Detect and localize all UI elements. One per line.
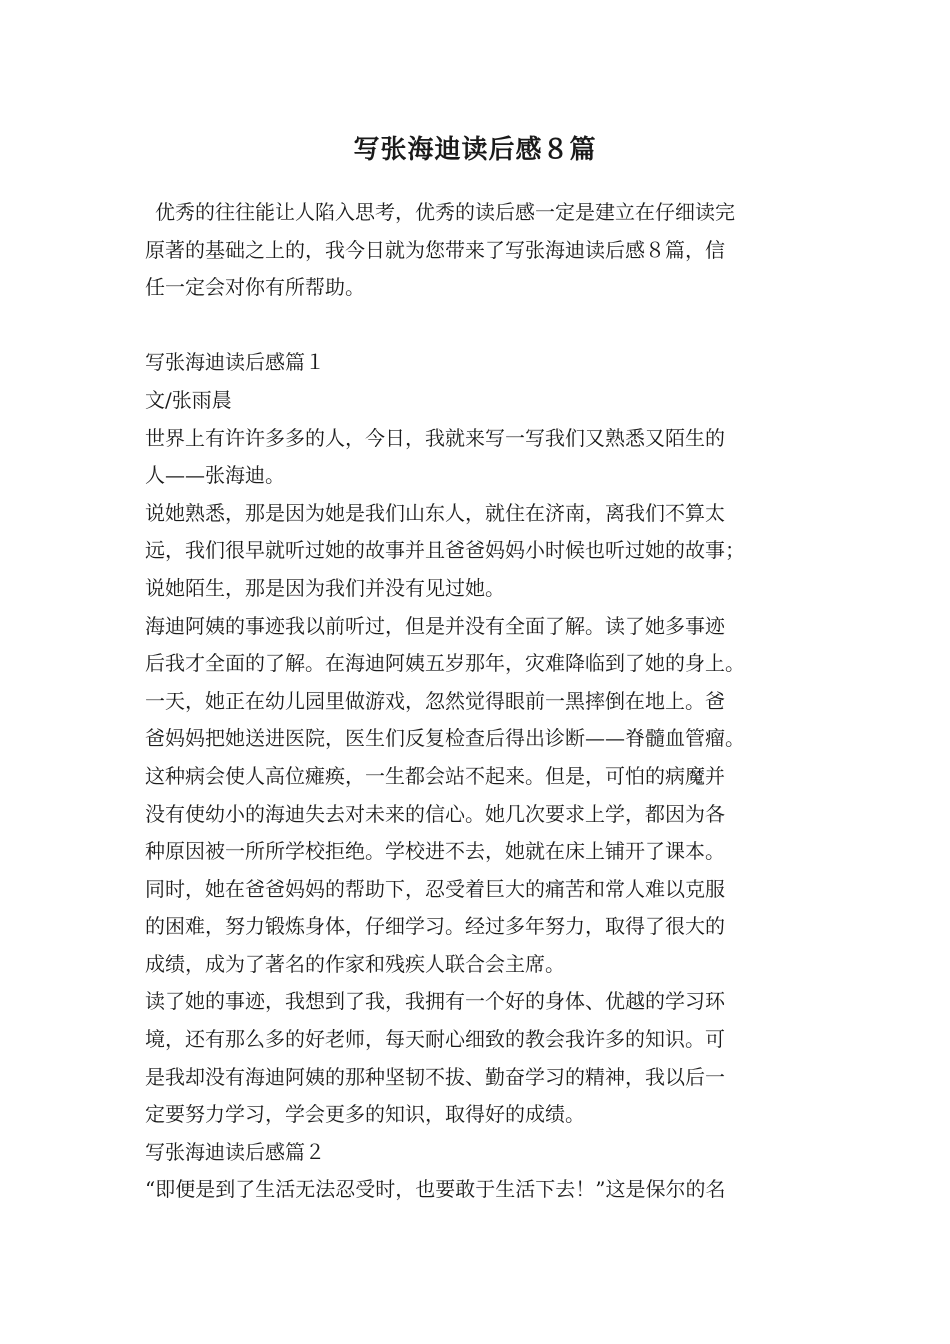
body-line: 海迪阿姨的事迹我以前听过，但是并没有全面了解。读了她多事迹 xyxy=(145,613,725,638)
body-line: 同时，她在爸爸妈妈的帮助下，忍受着巨大的痛苦和常人难以克服 xyxy=(145,876,725,901)
document-body xyxy=(145,194,810,1209)
body-line: 读了她的事迹，我想到了我，我拥有一个好的身体、优越的学习环 xyxy=(145,989,725,1014)
body-line: 成绩，成为了著名的作家和残疾人联合会主席。 xyxy=(145,951,565,976)
body-line: 后我才全面的了解。在海迪阿姨五岁那年，灾难降临到了她的身上。 xyxy=(145,651,745,676)
document-title: 写张海迪读后感８篇 xyxy=(353,135,597,165)
paragraph-gap xyxy=(145,307,810,345)
body-line: 人——张海迪。 xyxy=(145,463,285,488)
body-line: 种原因被一所所学校拒绝。学校进不去，她就在床上铺开了课本。 xyxy=(145,839,725,864)
section-heading: 写张海迪读后感篇１ xyxy=(145,350,325,375)
body-line: 爸妈妈把她送进医院，医生们反复检查后得出诊断——脊髓血管瘤。 xyxy=(145,726,745,751)
body-line: 没有使幼小的海迪失去对未来的信心。她几次要求上学，都因为各 xyxy=(145,801,725,826)
body-line: 远，我们很早就听过她的故事并且爸爸妈妈小时候也听过她的故事； xyxy=(145,538,745,563)
body-line: 世界上有许许多多的人，今日，我就来写一写我们又熟悉又陌生的 xyxy=(145,425,725,450)
body-line: 一天，她正在幼儿园里做游戏，忽然觉得眼前一黑摔倒在地上。爸 xyxy=(145,688,725,713)
body-line: “即便是到了生活无法忍受时，也要敢于生活下去！”这是保尔的名 xyxy=(145,1177,726,1202)
intro-line: 原著的基础之上的，我今日就为您带来了写张海迪读后感８篇，信 xyxy=(145,237,725,262)
section-author: 文/张雨晨 xyxy=(145,387,232,412)
intro-line: 优秀的往往能让人陷入思考，优秀的读后感一定是建立在仔细读完 xyxy=(155,200,735,224)
body-line: 这种病会使人高位瘫痪，一生都会站不起来。但是，可怕的病魔并 xyxy=(145,763,725,788)
body-line: 境，还有那么多的好老师，每天耐心细致的教会我许多的知识。可 xyxy=(145,1027,725,1052)
body-line: 说她熟悉，那是因为她是我们山东人，就住在济南，离我们不算太 xyxy=(145,500,725,525)
body-line: 的困难，努力锻炼身体，仔细学习。经过多年努力，取得了很大的 xyxy=(145,914,725,939)
body-line: 是我却没有海迪阿姨的那种坚韧不拔、勤奋学习的精神，我以后一 xyxy=(145,1064,725,1089)
body-line: 说她陌生，那是因为我们并没有见过她。 xyxy=(145,575,505,600)
body-line: 定要努力学习，学会更多的知识，取得好的成绩。 xyxy=(145,1102,585,1127)
intro-line: 任一定会对你有所帮助。 xyxy=(145,275,365,300)
section-heading: 写张海迪读后感篇２ xyxy=(145,1139,325,1164)
